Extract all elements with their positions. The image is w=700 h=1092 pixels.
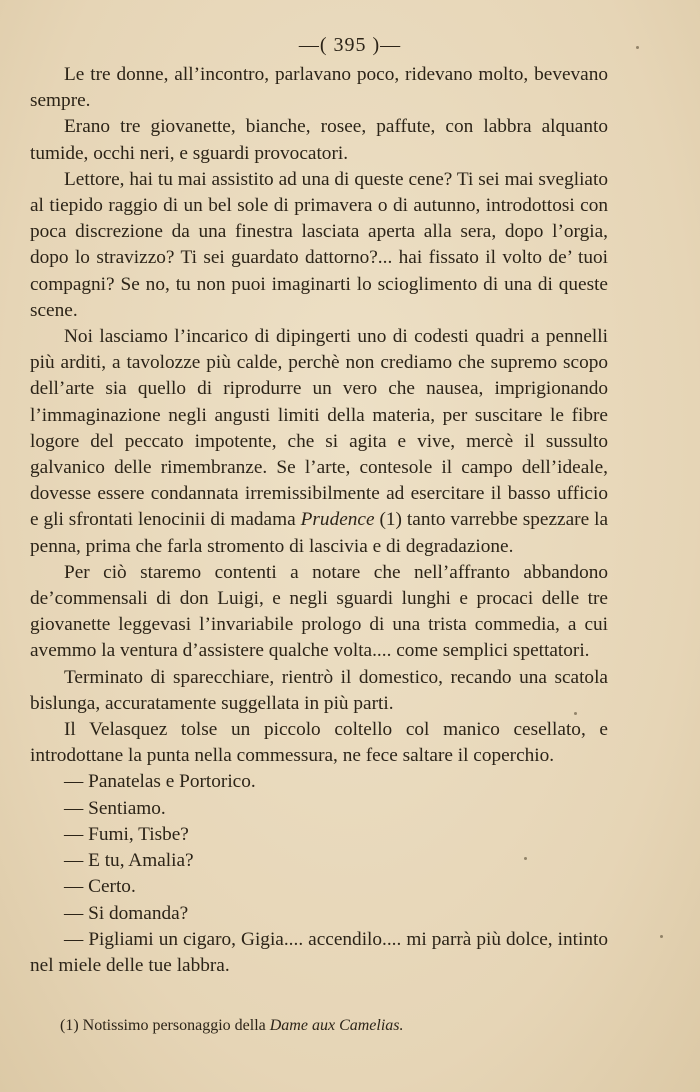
dialogue-line: — E tu, Amalia? <box>64 850 194 872</box>
paragraph: Terminato di sparecchiare, rientrò il domestico, recando una scatola bislunga, accuratamente suggellata in più parti. <box>30 666 608 714</box>
dialogue-line: — Sentiamo. <box>64 797 166 819</box>
dialogue-line: — Si domanda? <box>64 902 189 924</box>
footnote-title: Dame aux Camelias. <box>269 1017 404 1034</box>
body-text <box>30 62 608 979</box>
paragraph: Erano tre giovanette, bianche, rosee, paffute, con labbra alquanto tumide, occhi neri, e sguardi provocatori. <box>30 116 608 164</box>
footnote <box>60 1016 620 1036</box>
footnote-text: (1) Notissimo personaggio della <box>60 1017 266 1034</box>
paragraph-text-continued: (1) tanto varrebbe spezzare la penna, prima che farla stromento di lascivia e di degradazione. <box>30 509 609 557</box>
paper-speck <box>636 46 639 49</box>
paragraph: Il Velasquez tolse un piccolo coltello col manico cesellato, e introdottane la punta nella commessura, ne fece saltare il coperchio. <box>30 719 608 767</box>
dialogue-line: — Fumi, Tisbe? <box>64 823 189 845</box>
paper-speck <box>660 935 663 938</box>
page-number: —( 395 )— <box>298 34 402 56</box>
paragraph-text: Noi lasciamo l’incarico di dipingerti uno di codesti quadri a pennelli più arditi, a tavolozze più calde, perchè non crediamo che supremo scopo dell’arte sia quello di riprodurre un vero che nausea, imprigionando l’immaginazione negli angusti limiti della materia, per suscitare le fibre logore del peccato impotente, che si agita e vive, mercè il sussulto galvanico delle rimembranze. Se l’arte, contesole il campo dell’ideale, dovesse essere condannata irremissibilmente ad esercitare il basso ufficio e gli sfrontati lenocinii di madama <box>30 326 608 531</box>
character-name: Prudence <box>300 509 375 531</box>
paragraph <box>30 324 608 560</box>
dialogue-line: — Certo. <box>64 876 136 898</box>
paper-speck <box>574 712 577 715</box>
dialogue-line: — Panatelas e Portorico. <box>64 771 256 793</box>
paper-speck <box>524 857 527 860</box>
dialogue-line: — Pigliami un cigaro, Gigia.... accendilo.... mi parrà più dolce, intinto nel miele delle tue labbra. <box>30 928 608 976</box>
paragraph: Lettore, hai tu mai assistito ad una di queste cene? Ti sei mai svegliato al tiepido raggio di un bel sole di primavera o di autunno, introdottosi con poca discrezione da una finestra lasciata aperta alla sera, dopo l’orgia, dopo lo stravizzo? Ti sei guardato dattorno?... hai fissato il volto de’ tuoi compagni? Se no, tu non puoi imaginarti lo scioglimento di una di queste scene. <box>30 168 608 321</box>
paragraph: Le tre donne, all’incontro, parlavano poco, ridevano molto, bevevano sempre. <box>30 64 608 112</box>
paragraph: Per ciò staremo contenti a notare che nell’affranto abbandono de’commensali di don Luigi, e negli sguardi lunghi e procaci delle tre giovanette leggevasi l’invariabile prologo di una trista commedia, a cui avemmo la ventura d’assistere qualche volta.... come semplici spettatori. <box>30 561 608 662</box>
